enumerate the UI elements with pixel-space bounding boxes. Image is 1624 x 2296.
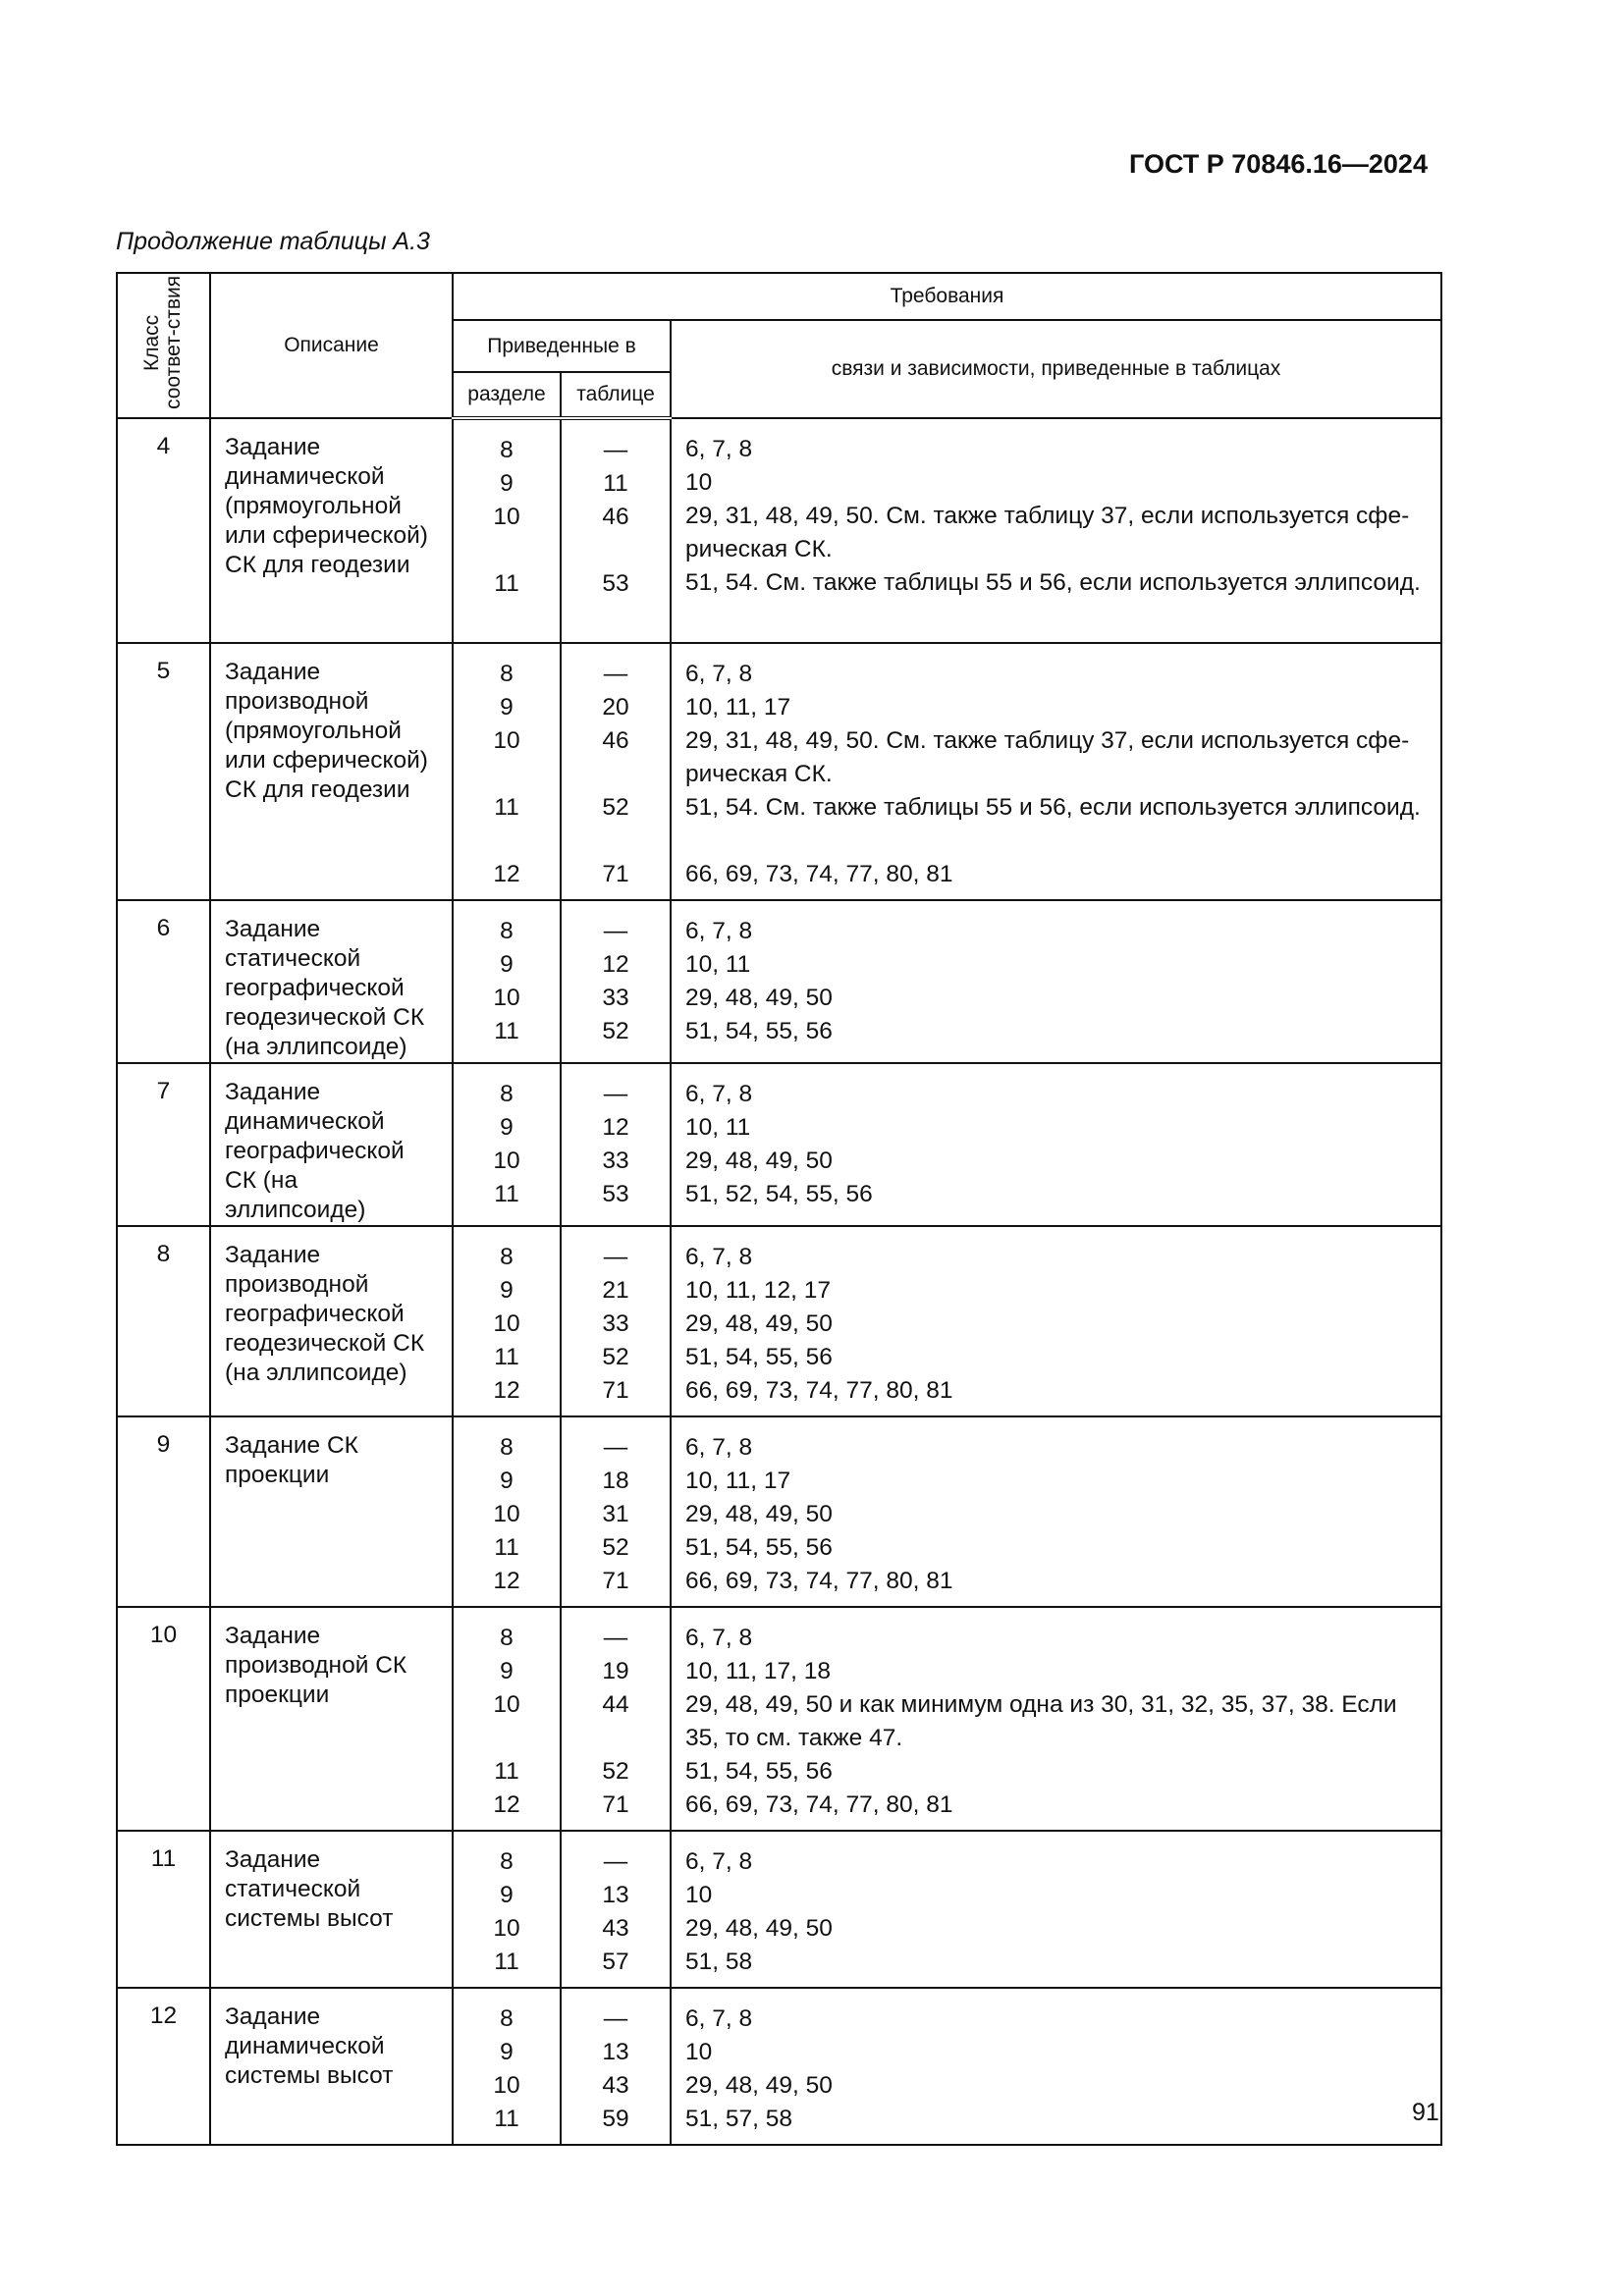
link-text: 29, 48, 49, 50 <box>685 1148 833 1174</box>
link-text: 10, 11 <box>685 1114 751 1141</box>
section-number: 11 <box>494 794 519 821</box>
header-table: таблице <box>561 372 671 418</box>
cell-tables <box>561 1226 671 1416</box>
table-number: 52 <box>602 1534 629 1561</box>
link-text: 66, 69, 73, 74, 77, 80, 81 <box>685 1568 953 1594</box>
link-text: 51, 57, 58 <box>685 2106 792 2132</box>
link-text: 10 <box>685 1882 713 1908</box>
table-number: — <box>603 1244 628 1270</box>
cell-tables <box>561 1607 671 1831</box>
cell-tables <box>561 643 671 900</box>
table-number: — <box>603 437 628 463</box>
link-text: 29, 48, 49, 50 <box>685 1915 833 1942</box>
section-number: 9 <box>500 1882 514 1908</box>
section-number: 11 <box>494 1534 519 1561</box>
link-text: 51, 58 <box>685 1949 753 1975</box>
cell-tables <box>561 1063 671 1226</box>
cell-sections <box>453 1226 561 1416</box>
table-number: 33 <box>602 1310 629 1337</box>
cell-sections <box>453 1831 561 1988</box>
cell-tables <box>561 900 671 1063</box>
link-text: 6, 7, 8 <box>685 2005 753 2032</box>
cell-class: 6 <box>117 900 210 1063</box>
table-number: 46 <box>602 504 629 530</box>
section-number: 12 <box>493 1791 520 1818</box>
link-text: 6, 7, 8 <box>685 1625 753 1651</box>
section-number: 12 <box>493 1377 520 1404</box>
cell-links <box>671 418 1441 643</box>
cell-class: 4 <box>117 418 210 643</box>
section-number: 8 <box>500 437 514 463</box>
cell-description: Задание производной географической геодезической СК (на эллипсоиде) <box>210 1226 453 1416</box>
table-number: 53 <box>602 1181 629 1207</box>
section-number: 12 <box>493 861 520 887</box>
cell-tables <box>561 1988 671 2145</box>
cell-sections <box>453 1988 561 2145</box>
table-number: 52 <box>602 1758 629 1785</box>
table-number: 71 <box>602 1377 629 1404</box>
cell-class: 12 <box>117 1988 210 2145</box>
cell-sections <box>453 900 561 1063</box>
table-number: 18 <box>602 1468 629 1494</box>
section-number: 9 <box>500 951 514 978</box>
table-number: 13 <box>602 1882 629 1908</box>
section-number: 8 <box>500 1625 514 1651</box>
link-text: 51, 54, 55, 56 <box>685 1344 833 1370</box>
cell-description: Задание СК проекции <box>210 1416 453 1607</box>
link-text: 29, 48, 49, 50 <box>685 985 833 1011</box>
cell-links <box>671 1416 1441 1607</box>
table-number: 12 <box>602 951 629 978</box>
link-text: 29, 48, 49, 50 <box>685 1310 833 1337</box>
cell-sections <box>453 1063 561 1226</box>
table-number: 43 <box>602 1915 629 1942</box>
page-number: 91 <box>1412 2099 1439 2126</box>
table-row <box>117 643 1441 900</box>
cell-sections <box>453 643 561 900</box>
section-number: 9 <box>500 694 514 721</box>
cell-description: Задание производной (прямоугольной или сферической) СК для геодезии <box>210 643 453 900</box>
cell-links <box>671 1831 1441 1988</box>
cell-class: 11 <box>117 1831 210 1988</box>
cell-description: Задание динамической системы высот <box>210 1988 453 2145</box>
section-number: 9 <box>500 470 514 497</box>
table-number: 71 <box>602 1568 629 1594</box>
cell-tables <box>561 418 671 643</box>
section-number: 9 <box>500 1114 514 1141</box>
cell-tables <box>561 1416 671 1607</box>
table-number: 59 <box>602 2106 629 2132</box>
table-number: 44 <box>602 1691 629 1718</box>
link-text: 10 <box>685 469 713 496</box>
table-number: 13 <box>602 2039 629 2065</box>
section-number: 11 <box>494 1949 519 1975</box>
section-number: 10 <box>493 2072 520 2099</box>
table-row <box>117 1063 1441 1226</box>
link-text: 51, 54, 55, 56 <box>685 1758 833 1785</box>
link-text: 6, 7, 8 <box>685 1081 753 1107</box>
table-number: — <box>603 2005 628 2032</box>
section-number: 11 <box>494 1344 519 1370</box>
header-given-in: Приведенные в <box>453 320 671 372</box>
section-number: 9 <box>500 1277 514 1304</box>
link-text: 10, 11, 17 <box>685 1468 791 1494</box>
link-text: 6, 7, 8 <box>685 661 753 687</box>
link-text: 51, 54, 55, 56 <box>685 1534 833 1561</box>
link-text: 10, 11 <box>685 951 751 978</box>
section-number: 9 <box>500 1658 514 1684</box>
link-text: 10, 11, 17 <box>685 694 791 721</box>
section-number: 11 <box>494 1758 519 1785</box>
table-number: — <box>603 1434 628 1461</box>
link-text: 6, 7, 8 <box>685 1434 753 1461</box>
table-number: 52 <box>602 794 629 821</box>
table-number: 53 <box>602 570 629 597</box>
section-number: 8 <box>500 1434 514 1461</box>
cell-description: Задание производной СК проекции <box>210 1607 453 1831</box>
table-number: 57 <box>602 1949 629 1975</box>
table-number: 71 <box>602 861 629 887</box>
section-number: 8 <box>500 2005 514 2032</box>
link-text: 51, 54, 55, 56 <box>685 1018 833 1044</box>
table-number: 31 <box>602 1501 629 1527</box>
cell-links <box>671 1988 1441 2145</box>
link-text: 29, 31, 48, 49, 50. См. также таблицу 37, если используется сфе-рическая СК. <box>685 503 1410 562</box>
requirements-table <box>116 272 1442 2146</box>
table-number: 71 <box>602 1791 629 1818</box>
link-text: 29, 48, 49, 50 <box>685 2072 833 2099</box>
link-text: 29, 48, 49, 50 <box>685 1501 833 1527</box>
section-number: 10 <box>493 504 520 530</box>
table-number: 11 <box>603 470 628 497</box>
table-number: — <box>603 1625 628 1651</box>
cell-links <box>671 1607 1441 1831</box>
link-text: 66, 69, 73, 74, 77, 80, 81 <box>685 1791 953 1818</box>
link-text: 51, 52, 54, 55, 56 <box>685 1181 873 1207</box>
section-number: 8 <box>500 661 514 687</box>
cell-sections <box>453 1607 561 1831</box>
link-text: 51, 54. См. также таблицы 55 и 56, если используется эллипсоид. <box>685 569 1421 596</box>
cell-class: 5 <box>117 643 210 900</box>
cell-class: 10 <box>117 1607 210 1831</box>
table-row <box>117 1988 1441 2145</box>
section-number: 11 <box>494 2106 519 2132</box>
cell-description: Задание динамической географической СК (на эллипсоиде) <box>210 1063 453 1226</box>
cell-class: 9 <box>117 1416 210 1607</box>
cell-tables <box>561 1831 671 1988</box>
header-description: Описание <box>210 273 453 418</box>
cell-links <box>671 643 1441 900</box>
cell-description: Задание статической географической геодезической СК (на эллипсоиде) <box>210 900 453 1063</box>
cell-links <box>671 1226 1441 1416</box>
section-number: 11 <box>494 570 519 597</box>
table-number: 12 <box>602 1114 629 1141</box>
standard-designation: ГОСТ Р 70846.16—2024 <box>1129 149 1428 179</box>
section-number: 8 <box>500 1244 514 1270</box>
table-number: 33 <box>602 985 629 1011</box>
header-links: связи и зависимости, приведенные в таблицах <box>671 320 1441 418</box>
link-text: 29, 48, 49, 50 и как минимум одна из 30, 31, 32, 35, 37, 38. Если 35, то см. также 47. <box>685 1691 1397 1751</box>
section-number: 10 <box>493 985 520 1011</box>
section-number: 9 <box>500 1468 514 1494</box>
table-row <box>117 418 1441 643</box>
table-row <box>117 1607 1441 1831</box>
section-number: 11 <box>494 1181 519 1207</box>
link-text: 10, 11, 12, 17 <box>685 1277 832 1304</box>
table-number: — <box>603 1848 628 1875</box>
table-number: 20 <box>602 694 629 721</box>
link-text: 51, 54. См. также таблицы 55 и 56, если используется эллипсоид. <box>685 794 1421 821</box>
table-row <box>117 1226 1441 1416</box>
table-caption: Продолжение таблицы А.3 <box>116 228 430 255</box>
link-text: 66, 69, 73, 74, 77, 80, 81 <box>685 861 953 887</box>
cell-class: 8 <box>117 1226 210 1416</box>
cell-sections <box>453 418 561 643</box>
table-row <box>117 900 1441 1063</box>
cell-description: Задание статической системы высот <box>210 1831 453 1988</box>
section-number: 11 <box>494 1018 519 1044</box>
section-number: 9 <box>500 2039 514 2065</box>
table-number: 19 <box>602 1658 629 1684</box>
cell-links <box>671 1063 1441 1226</box>
table-number: 33 <box>602 1148 629 1174</box>
cell-links <box>671 900 1441 1063</box>
section-number: 8 <box>500 1848 514 1875</box>
header-section: разделе <box>453 372 561 418</box>
header-requirements: Требования <box>453 273 1441 320</box>
section-number: 10 <box>493 1915 520 1942</box>
table-number: 21 <box>602 1277 629 1304</box>
section-number: 8 <box>500 1081 514 1107</box>
cell-description: Задание динамической (прямоугольной или сферической) СК для геодезии <box>210 418 453 643</box>
table-number: — <box>603 661 628 687</box>
section-number: 10 <box>493 727 520 754</box>
table-number: 43 <box>602 2072 629 2099</box>
link-text: 6, 7, 8 <box>685 436 753 462</box>
link-text: 29, 31, 48, 49, 50. См. также таблицу 37, если используется сфе-рическая СК. <box>685 727 1410 787</box>
link-text: 6, 7, 8 <box>685 1244 753 1270</box>
link-text: 6, 7, 8 <box>685 1848 753 1875</box>
table-number: 46 <box>602 727 629 754</box>
link-text: 10, 11, 17, 18 <box>685 1658 832 1684</box>
section-number: 10 <box>493 1148 520 1174</box>
table-row <box>117 1416 1441 1607</box>
table-row <box>117 1831 1441 1988</box>
section-number: 12 <box>493 1568 520 1594</box>
cell-class: 7 <box>117 1063 210 1226</box>
link-text: 66, 69, 73, 74, 77, 80, 81 <box>685 1377 953 1404</box>
cell-sections <box>453 1416 561 1607</box>
section-number: 10 <box>493 1691 520 1718</box>
section-number: 10 <box>493 1501 520 1527</box>
table-number: 52 <box>602 1018 629 1044</box>
link-text: 6, 7, 8 <box>685 918 753 944</box>
table-number: 52 <box>602 1344 629 1370</box>
table-number: — <box>603 918 628 944</box>
header-class: Класс соответ-ствия <box>117 273 210 418</box>
link-text: 10 <box>685 2039 713 2065</box>
section-number: 8 <box>500 918 514 944</box>
section-number: 10 <box>493 1310 520 1337</box>
table-number: — <box>603 1081 628 1107</box>
